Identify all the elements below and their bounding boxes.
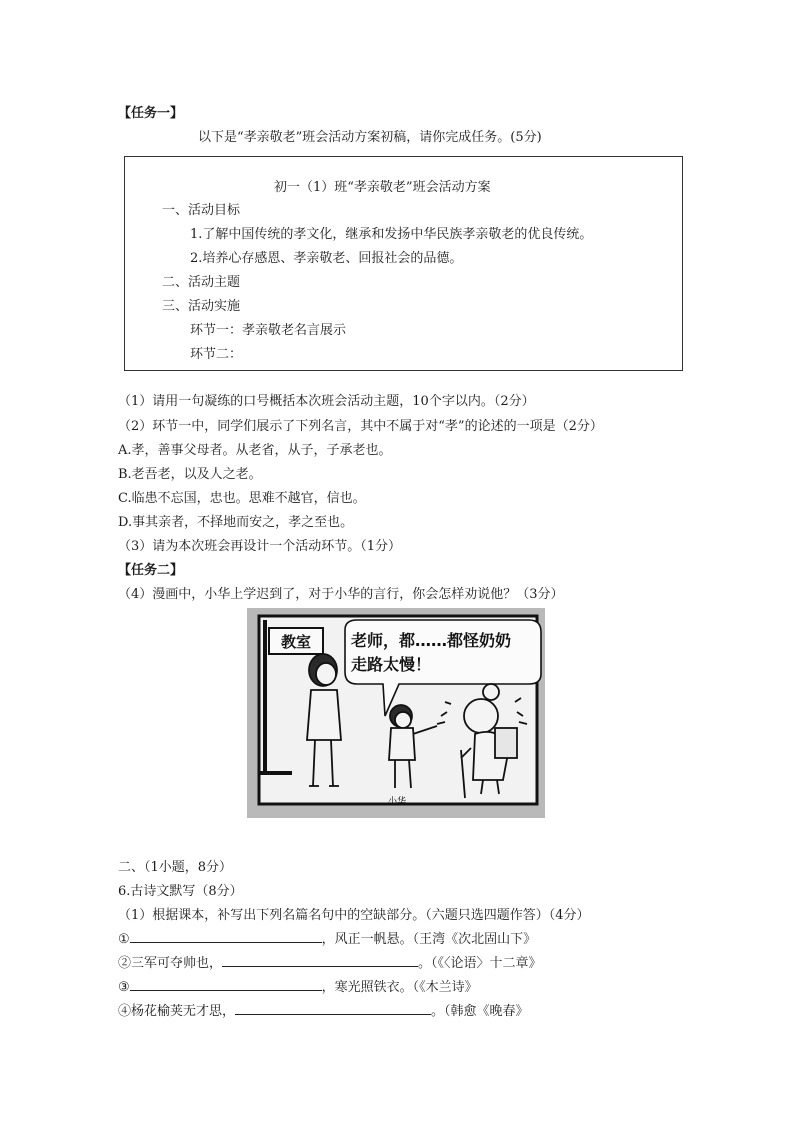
plan-section-theme: 二、活动主题 [162, 275, 241, 290]
fill-line-1 [118, 928, 536, 947]
speech-line-1: 老师，都……都怪奶奶 [351, 631, 512, 650]
plan-title: 初一（1）班“孝亲敬老”班会活动方案 [274, 180, 491, 195]
plan-step-1: 环节一：孝亲敬老名言展示 [190, 323, 347, 338]
fill-line-4 [118, 1000, 529, 1019]
question-3: （3）请为本次班会再设计一个活动环节。（1分） [118, 539, 402, 554]
fill-line-2 [118, 952, 542, 971]
option-b: B.老吾老，以及人之老。 [118, 467, 262, 482]
question-4: （4）漫画中，小华上学迟到了，对于小华的言行，你会怎样劝说他？（3分） [118, 587, 564, 602]
plan-goal-2: 2.培养心存感恩、孝亲敬老、回报社会的品德。 [190, 251, 463, 266]
speech-line-2: 走路太慢！ [351, 655, 432, 674]
fill-line-4-text-tail: 。（韩愈《晚春》 [431, 1004, 529, 1019]
fill-line-3 [118, 976, 478, 995]
answer-blank-1[interactable] [130, 929, 322, 943]
fill-line-2-text-head: ②三军可夺帅也， [118, 956, 223, 971]
task2-header: 【任务二】 [118, 563, 184, 578]
plan-step-2: 环节二： [190, 347, 243, 362]
plan-goal-1: 1.了解中国传统的孝文化，继承和发扬中华民族孝亲敬老的优良传统。 [190, 227, 593, 242]
classroom-sign-text: 教室 [280, 633, 312, 651]
option-a: A.孝，善事父母者。从老省，从子，子承老也。 [118, 443, 392, 458]
question-6: 6.古诗文默写（8分） [118, 884, 243, 899]
fill-line-3-text: ，寒光照铁衣。（《木兰诗》 [321, 980, 478, 995]
plan-section-implementation: 三、活动实施 [162, 299, 241, 314]
plan-section-goals: 一、活动目标 [162, 203, 241, 218]
answer-blank-4[interactable] [235, 1001, 431, 1015]
boy-name-label: 小华 [387, 797, 407, 807]
fill-line-4-text-head: ④杨花榆荚无才思， [118, 1004, 236, 1019]
answer-blank-3[interactable] [130, 977, 322, 991]
section2-heading: 二、（1小题，8分） [118, 860, 233, 875]
question-1: （1）请用一句凝练的口号概括本次班会活动主题，10个字以内。（2分） [118, 394, 535, 409]
fill-line-1-text: ，风正一帆悬。（王湾《次北固山下》 [321, 932, 537, 947]
question-2: （2）环节一中，同学们展示了下列名言，其中不属于对“孝”的论述的一项是（2分） [118, 419, 603, 434]
option-c: C.临患不忘国，忠也。思难不越官，信也。 [118, 491, 366, 506]
fill-line-2-text-tail: 。（《〈论语〉十二章》 [418, 956, 542, 971]
fill-line-1-number: ① [118, 932, 130, 947]
task1-header: 【任务一】 [118, 106, 184, 121]
option-d: D.事其亲者，不择地而安之，孝之至也。 [118, 515, 354, 530]
task1-intro: 以下是“孝亲敬老”班会活动方案初稿，请你完成任务。(5分) [198, 130, 542, 145]
fill-line-3-number: ③ [118, 980, 130, 995]
question-6-part-1: （1）根据课本，补写出下列名篇名句中的空缺部分。（六题只选四题作答）（4分） [118, 908, 590, 923]
comic-illustration [247, 608, 545, 818]
answer-blank-2[interactable] [222, 953, 418, 967]
